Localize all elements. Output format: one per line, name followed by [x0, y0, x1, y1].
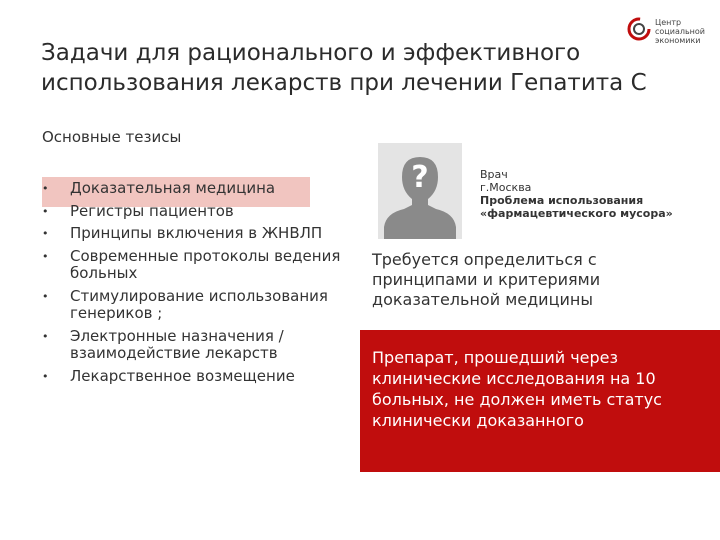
list-item-text: Лекарственное возмещение: [70, 366, 295, 385]
slide-title: Задачи для рационального и эффективного использования лекарств при лечении Гепатита С: [41, 40, 647, 96]
list-item-text: Регистры пациентов: [70, 201, 234, 220]
list-item: [42, 328, 342, 363]
bullet: •: [42, 289, 49, 303]
doctor-role: Врач: [480, 168, 508, 181]
logo-line-3: экономики: [655, 36, 701, 45]
logo-text: [655, 18, 705, 45]
bullet: •: [42, 329, 49, 343]
logo-mark-icon: [626, 16, 652, 42]
doctor-problem-line-1: Проблема использования: [480, 194, 644, 207]
list-item-text: Стимулирование использования генериков ;: [70, 286, 328, 322]
list-item-text: Доказательная медицина: [70, 179, 276, 197]
bullet: •: [42, 182, 49, 195]
list-item-text: Современные протоколы ведения больных: [70, 246, 341, 282]
requirement-text: Требуется определиться с принципами и критериями доказательной медицины: [372, 250, 601, 309]
bullet: •: [42, 369, 49, 383]
question-mark: ?: [411, 160, 429, 195]
doctor-city: г.Москва: [480, 181, 532, 194]
subtitle: Основные тезисы: [42, 128, 182, 146]
statement-text: Препарат, прошедший через клинические исследования на 10 больных, не должен иметь статус клинически доказанного: [372, 348, 662, 430]
list-item: [42, 288, 342, 323]
bullet: •: [42, 204, 49, 218]
thesis-list: [42, 180, 342, 390]
list-item: [42, 203, 342, 221]
unknown-person-icon: [378, 143, 462, 239]
doctor-info: [480, 168, 710, 220]
list-item-text: Электронные назначения / взаимодействие лекарств: [70, 326, 284, 362]
list-item: [42, 368, 342, 386]
list-item: [42, 180, 342, 198]
list-item: [42, 248, 342, 283]
doctor-problem-line-2: «фармацевтического мусора»: [480, 207, 673, 220]
list-item-text: Принципы включения в ЖНВЛП: [70, 224, 323, 242]
logo: [626, 14, 716, 56]
logo-line-1: Центр: [655, 18, 682, 27]
logo-line-2: социальной: [655, 27, 705, 36]
bullet: •: [42, 249, 49, 263]
list-item: [42, 225, 342, 243]
bullet: •: [42, 227, 49, 240]
